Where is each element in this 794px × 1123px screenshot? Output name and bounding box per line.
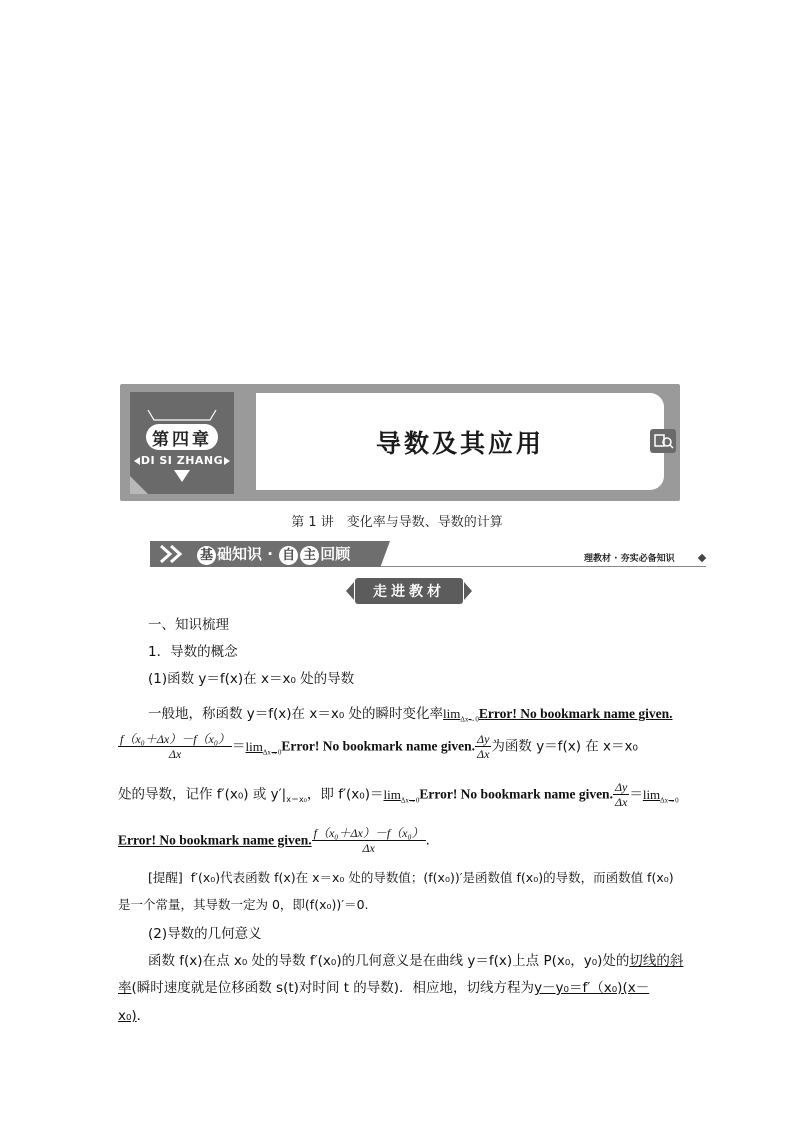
limit-symbol-3: $\lim_{\Delta x\to 0}$: [383, 786, 420, 805]
section-subtitle: 理教材 · 夯实必备知识: [584, 554, 675, 564]
chapter-page-fold-icon: [130, 476, 148, 494]
limit-symbol-2: $\lim_{\Delta x\to 0}$: [245, 738, 282, 757]
error-text-4: Error! No bookmark name given.: [118, 832, 312, 848]
chapter-title-box: [256, 393, 664, 490]
heading-knowledge: 一、知识梳理: [148, 617, 229, 633]
geometric-text-1: 函数 f(x)在点 x₀ 处的导数 f′(x₀)的几何意义是在曲线 y＝f(x)上点 P(x₀，y₀)处的: [148, 953, 630, 969]
definition-line-3: [118, 780, 679, 809]
tangent-slope-text-1: 切线的斜: [629, 953, 684, 969]
period: .: [425, 832, 430, 849]
difference-quotient: $\frac{\text{f（x₀＋Δx）－f（x₀）}}{\Delta x}$: [120, 732, 231, 761]
heading-derivative-concept: 1．导数的概念: [148, 644, 238, 660]
equals-sign-1: ＝: [232, 738, 246, 755]
section-title-part-1: 础知识: [217, 545, 263, 563]
evaluation-subscript: x＝x₀: [286, 795, 307, 805]
geometric-text-2: (瞬时速度就是位移函数 s(t)对时间 t 的导数)．相应地，切线方程为: [131, 980, 535, 996]
geometric-line-2: [118, 976, 649, 996]
tip-label: [提醒]: [148, 870, 183, 885]
limit-symbol-4: $\lim_{\Delta x\to 0}$: [642, 786, 679, 805]
chapter-decoration-icon: [144, 408, 220, 422]
double-chevron-icon: [158, 544, 188, 564]
sub-banner-right-arrow-icon: [464, 582, 472, 600]
geometric-line-3: [118, 1004, 150, 1024]
sub-banner-label: 走进教材: [373, 584, 445, 600]
tangent-slope-text-2: 率: [118, 980, 132, 996]
tangent-equation-1: y－y₀＝f′（x₀)(x－: [534, 980, 650, 996]
dy-dx-fraction-2: $\frac{\Delta y}{\Delta x}$: [614, 780, 628, 809]
section-title-dot: ·: [267, 545, 273, 563]
definition-line-2: [118, 732, 638, 761]
section-title-char-1: 基: [197, 546, 216, 565]
definition-text-1: 一般地，称函数 y＝f(x)在 x＝x₀ 处的瞬时变化率: [148, 706, 444, 722]
chapter-number: 第四章: [152, 429, 212, 450]
section-title: [196, 541, 350, 567]
definition-text-3: 处的导数，记作 f′(x₀) 或 y′|: [118, 786, 287, 803]
sub-banner: [355, 578, 463, 604]
geometric-line-1: [148, 949, 683, 969]
definition-text-2: 为函数 y＝f(x) 在 x＝x₀: [491, 738, 638, 755]
sub-banner-left-arrow-icon: [346, 582, 354, 600]
chapter-title: 导数及其应用: [375, 428, 544, 458]
chapter-down-triangle-icon: [174, 470, 190, 482]
error-text-2: Error! No bookmark name given.: [281, 738, 476, 754]
chapter-pinyin: DI SI ZHANG: [140, 454, 224, 467]
section-title-char-3: 主: [300, 546, 319, 565]
tip-line-2: 是一个常量，其导数一定为 0，即(f(x₀))′＝0.: [118, 897, 369, 912]
tip-line-1: [148, 868, 674, 886]
tip-text-1: f′(x₀)代表函数 f(x)在 x＝x₀ 处的导数值；(f(x₀))′是函数值 f(x₀)的导数，而函数值 f(x₀): [190, 870, 674, 885]
heading-geometric-meaning: (2)导数的几何意义: [148, 926, 262, 942]
book-search-icon: [650, 429, 676, 453]
chapter-number-badge: [146, 424, 218, 450]
error-text-1: Error! No bookmark name given.: [478, 706, 673, 721]
definition-line-4: [118, 826, 430, 855]
error-text-3: Error! No bookmark name given.: [419, 786, 613, 802]
dy-dx-fraction: $\frac{\Delta y}{\Delta x}$: [477, 732, 490, 761]
lecture-title: 第 1 讲 变化率与导数、导数的计算: [291, 515, 503, 530]
geometric-text-3: ．: [136, 1008, 151, 1024]
section-title-part-2: 回顾: [320, 545, 351, 563]
difference-quotient-2: $\frac{\text{f（x₀＋Δx）－f（x₀）}}{\Delta x}$: [313, 826, 424, 855]
definition-text-4: ，即 f′(x₀)＝: [306, 786, 384, 803]
equals-sign-2: ＝: [629, 786, 643, 803]
section-title-char-2: 自: [279, 546, 298, 565]
limit-symbol: $\lim_{\Delta x\to 0}$: [443, 706, 479, 724]
diamond-icon: [698, 554, 706, 562]
tangent-equation-2: x₀): [118, 1008, 137, 1024]
definition-line-1: [148, 702, 673, 724]
heading-derivative-at-point: (1)函数 y＝f(x)在 x＝x₀ 处的导数: [148, 671, 355, 687]
chapter-banner: [120, 384, 680, 501]
